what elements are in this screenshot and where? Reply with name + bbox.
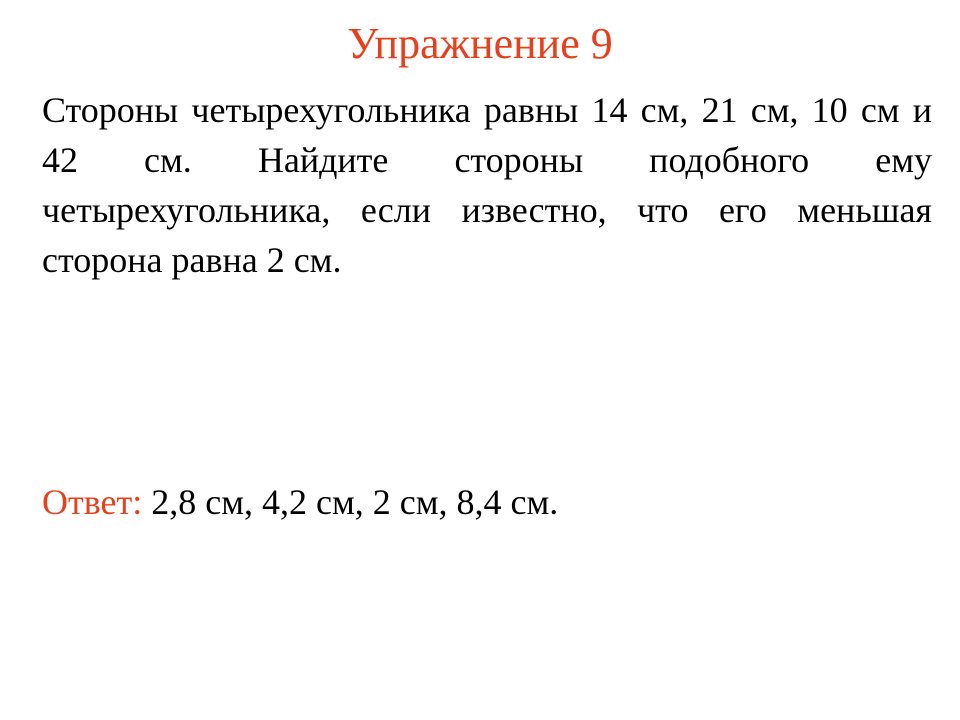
slide-title: Упражнение 9 <box>347 19 613 68</box>
problem-statement: Стороны четырехугольника равны 14 см, 21 см, 10 см и 42 см. Найдите стороны подобного ему четырехугольника, если известно, что его меньшая сторона равна 2 см. <box>42 90 932 280</box>
answer-value: 2,8 см, 4,2 см, 2 см, 8,4 см. <box>151 482 559 522</box>
answer-label: Ответ: <box>42 482 143 522</box>
answer-line <box>42 477 932 527</box>
